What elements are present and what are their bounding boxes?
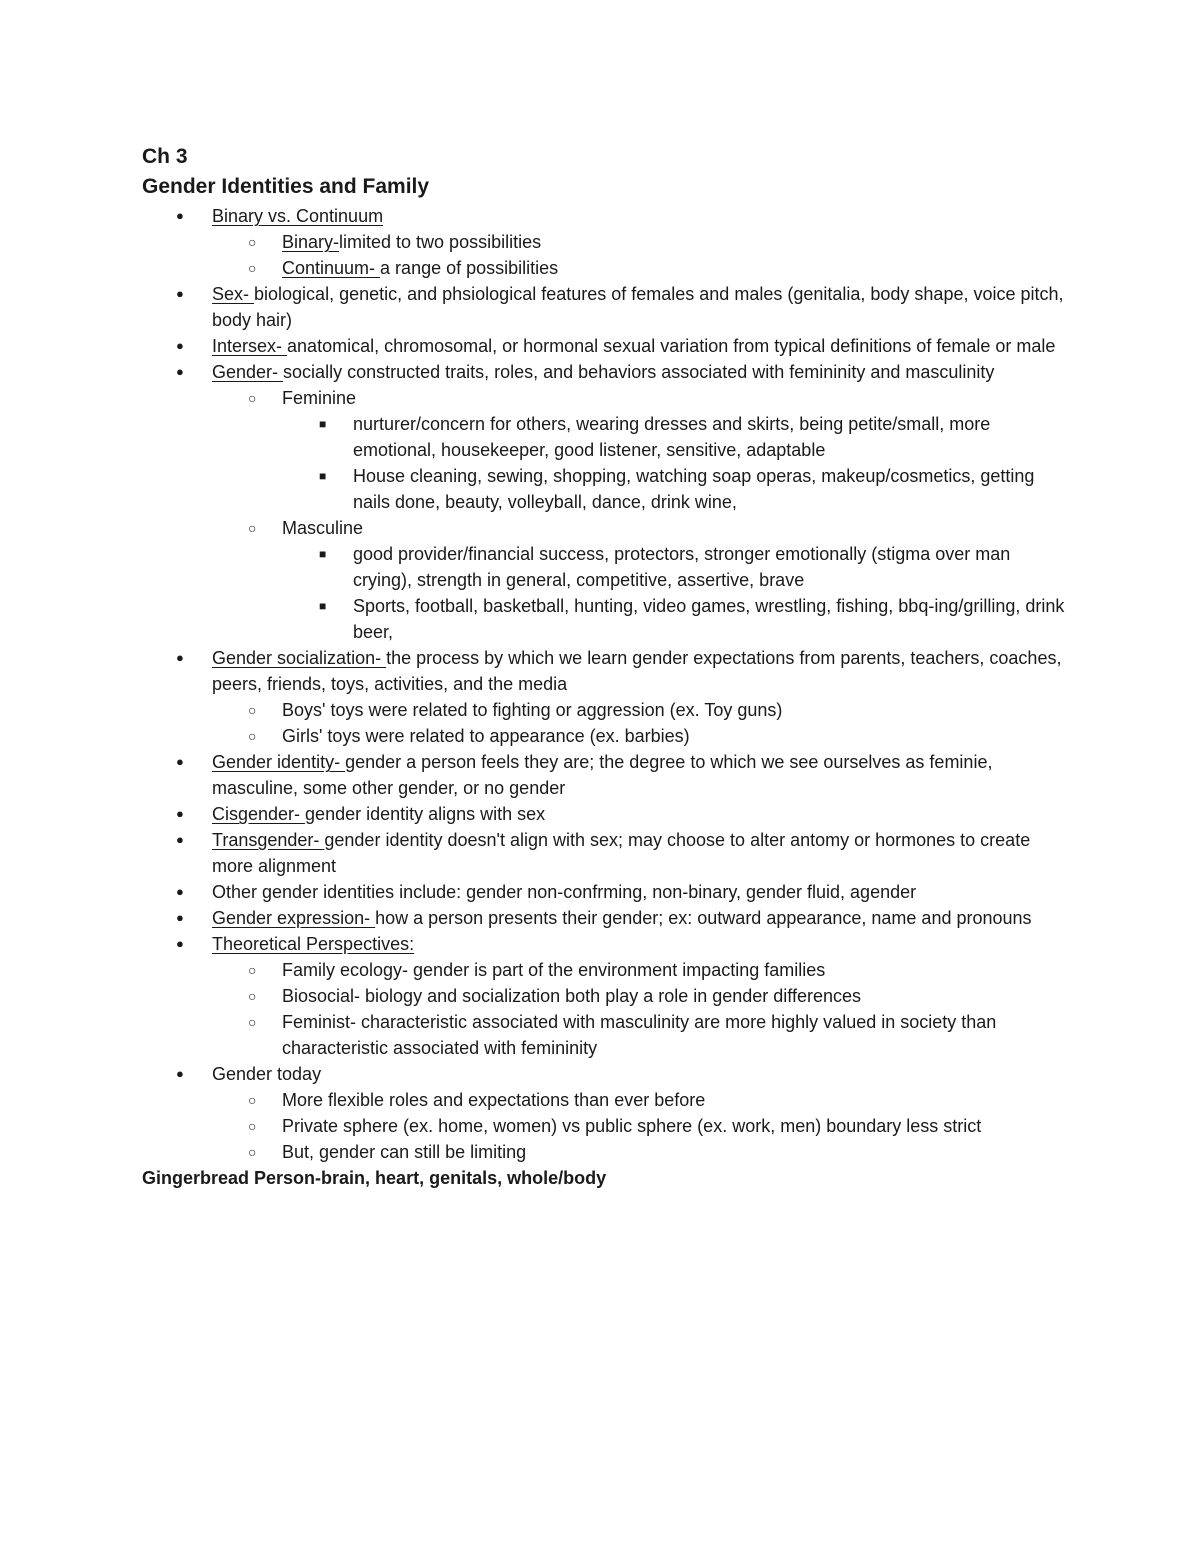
term-binary: Binary- — [282, 232, 340, 252]
list-item — [142, 1113, 1072, 1139]
definition-text: socially constructed traits, roles, and behaviors associated with femininity and masculinity — [283, 362, 995, 382]
definition-text: Gender today — [212, 1064, 322, 1084]
definition-text: anatomical, chromosomal, or hormonal sexual variation from typical definitions of female or male — [287, 336, 1056, 356]
definition-text: More flexible roles and expectations than ever before — [282, 1090, 706, 1110]
definition-text: the process by which we learn gender expectations from parents, teachers, coaches, peers, friends, toys, activities, and the media — [212, 648, 1062, 694]
term-theoretical-perspectives: Theoretical Perspectives: — [212, 934, 415, 954]
bullet-circle-icon: ○ — [248, 702, 257, 718]
definition-text: nurturer/concern for others, wearing dresses and skirts, being petite/small, more emotional, housekeeper, good listener, sensitive, adaptable — [353, 414, 991, 460]
list-item — [142, 1009, 1072, 1061]
list-item — [142, 905, 1072, 931]
bullet-circle-icon: ○ — [248, 728, 257, 744]
definition-text: Feminist- characteristic associated with masculinity are more highly valued in society than characteristic associated with femininity — [282, 1012, 997, 1058]
definition-text: House cleaning, sewing, shopping, watching soap operas, makeup/cosmetics, getting nails done, beauty, volleyball, dance, drink wine, — [353, 466, 1035, 512]
definition-text: Masculine — [282, 518, 364, 538]
bullet-square-icon: ■ — [319, 547, 327, 561]
notes-list — [142, 203, 1072, 1165]
list-item — [142, 1087, 1072, 1113]
bullet-circle-icon: ○ — [248, 390, 257, 406]
definition-text: Other gender identities include: gender non-confrming, non-binary, gender fluid, agender — [212, 882, 917, 902]
list-item — [142, 203, 1072, 229]
bullet-disc-icon: ● — [176, 754, 184, 769]
list-item — [142, 255, 1072, 281]
list-item — [142, 333, 1072, 359]
definition-text: Girls' toys were related to appearance (ex. barbies) — [282, 726, 690, 746]
list-item — [142, 229, 1072, 255]
list-item — [142, 827, 1072, 879]
bullet-disc-icon: ● — [176, 364, 184, 379]
definition-text: gender identity aligns with sex — [305, 804, 546, 824]
list-item — [142, 281, 1072, 333]
term-transgender: Transgender- — [212, 830, 325, 850]
document-page — [142, 143, 1072, 1191]
bullet-disc-icon: ● — [176, 832, 184, 847]
footer-note: Gingerbread Person-brain, heart, genitals, whole/body — [142, 1168, 607, 1188]
list-item — [142, 411, 1072, 463]
term-gender-identity: Gender identity- — [212, 752, 346, 772]
bullet-disc-icon: ● — [176, 884, 184, 899]
term-gender-socialization: Gender socialization- — [212, 648, 387, 668]
bullet-circle-icon: ○ — [248, 962, 257, 978]
list-item — [142, 801, 1072, 827]
definition-text: a range of possibilities — [380, 258, 559, 278]
term-continuum: Continuum- — [282, 258, 381, 278]
bullet-disc-icon: ● — [176, 286, 184, 301]
definition-text: Private sphere (ex. home, women) vs public sphere (ex. work, men) boundary less strict — [282, 1116, 982, 1136]
list-item — [142, 957, 1072, 983]
bullet-disc-icon: ● — [176, 936, 184, 951]
list-item — [142, 983, 1072, 1009]
definition-text: how a person presents their gender; ex: outward appearance, name and pronouns — [375, 908, 1032, 928]
list-item — [142, 1139, 1072, 1165]
bullet-circle-icon: ○ — [248, 1092, 257, 1108]
list-item — [142, 723, 1072, 749]
term-intersex: Intersex- — [212, 336, 288, 356]
list-item — [142, 541, 1072, 593]
bullet-square-icon: ■ — [319, 417, 327, 431]
list-item — [142, 645, 1072, 697]
list-item — [142, 463, 1072, 515]
bullet-circle-icon: ○ — [248, 988, 257, 1004]
definition-text: But, gender can still be limiting — [282, 1142, 527, 1162]
bullet-circle-icon: ○ — [248, 234, 257, 250]
bullet-disc-icon: ● — [176, 338, 184, 353]
definition-text: gender a person feels they are; the degree to which we see ourselves as feminie, masculine, some other gender, or no gender — [212, 752, 993, 798]
term-binary-vs-continuum: Binary vs. Continuum — [212, 206, 384, 226]
definition-text: Family ecology- gender is part of the environment impacting families — [282, 960, 826, 980]
bullet-square-icon: ■ — [319, 469, 327, 483]
list-item — [142, 515, 1072, 541]
page-title: Gender Identities and Family — [142, 175, 430, 198]
bullet-circle-icon: ○ — [248, 520, 257, 536]
bullet-circle-icon: ○ — [248, 1118, 257, 1134]
term-cisgender: Cisgender- — [212, 804, 306, 824]
bullet-disc-icon: ● — [176, 910, 184, 925]
list-item — [142, 879, 1072, 905]
term-sex: Sex- — [212, 284, 255, 304]
definition-text: Feminine — [282, 388, 357, 408]
list-item — [142, 749, 1072, 801]
definition-text: Boys' toys were related to fighting or aggression (ex. Toy guns) — [282, 700, 783, 720]
definition-text: gender identity doesn't align with sex; may choose to alter antomy or hormones to create more alignment — [212, 830, 1031, 876]
term-gender: Gender- — [212, 362, 284, 382]
bullet-circle-icon: ○ — [248, 1144, 257, 1160]
term-gender-expression: Gender expression- — [212, 908, 376, 928]
chapter-heading: Ch 3 — [142, 145, 188, 168]
list-item — [142, 931, 1072, 957]
bullet-disc-icon: ● — [176, 1066, 184, 1081]
definition-text: biological, genetic, and phsiological features of females and males (genitalia, body shape, voice pitch, body hair) — [212, 284, 1064, 330]
definition-text: good provider/financial success, protectors, stronger emotionally (stigma over man crying), strength in general, competitive, assertive, brave — [353, 544, 1011, 590]
list-item — [142, 385, 1072, 411]
list-item — [142, 697, 1072, 723]
definition-text: Sports, football, basketball, hunting, video games, wrestling, fishing, bbq-ing/grilling, drink beer, — [353, 596, 1065, 642]
bullet-circle-icon: ○ — [248, 1014, 257, 1030]
list-item — [142, 359, 1072, 385]
bullet-disc-icon: ● — [176, 650, 184, 665]
bullet-square-icon: ■ — [319, 599, 327, 613]
list-item — [142, 593, 1072, 645]
bullet-disc-icon: ● — [176, 208, 184, 223]
bullet-circle-icon: ○ — [248, 260, 257, 276]
bullet-disc-icon: ● — [176, 806, 184, 821]
definition-text: Biosocial- biology and socialization both play a role in gender differences — [282, 986, 862, 1006]
list-item — [142, 1061, 1072, 1087]
definition-text: limited to two possibilities — [339, 232, 542, 252]
